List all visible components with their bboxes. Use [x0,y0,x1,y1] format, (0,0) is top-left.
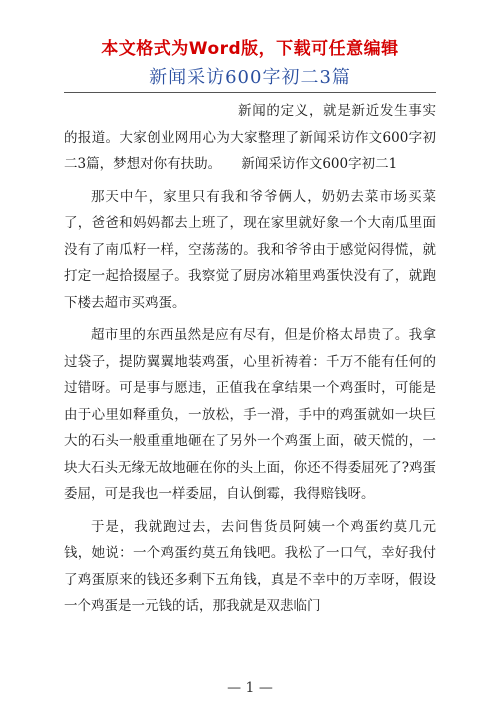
page-number: — 1 — [227,680,273,696]
intro-paragraph: 新闻的定义，就是新近发生事实的报道。大家创业网用心为大家整理了新闻采访作文600字初二3篇，梦想对你有扶助。 新闻采访作文600字初二1 [64,103,436,172]
word-format-banner: 本文格式为Word版，下载可任意编辑 [101,39,399,59]
document-title: 新闻采访600字初二3篇 [149,67,351,88]
body-paragraph-3: 于是，我就跑过去，去问售货员阿姨一个鸡蛋约莫几元钱，她说：一个鸡蛋约莫五角钱吧。我松了一口气，幸好我付了鸡蛋原来的钱还多剩下五角钱，真是不幸中的万幸呀，假设一个鸡蛋是一元钱的话，那我就是双悲临门 [64,518,436,614]
header-divider [64,92,436,93]
body-paragraph-1: 那天中午，家里只有我和爷爷俩人，奶奶去菜市场买菜了，爸爸和妈妈都去上班了，现在家里就好象一个大南瓜里面没有了南瓜籽一样，空荡荡的。我和爷爷由于感觉闷得慌，就打定一起拾掇屋子。我察觉了厨房冰箱里鸡蛋快没有了，就跑下楼去超市买鸡蛋。 [64,188,436,311]
document-body [64,98,436,620]
body-paragraph-2: 超市里的东西虽然是应有尽有，但是价格太昂贵了。我拿过袋子，提防翼翼地装鸡蛋，心里祈祷着：千万不能有任何的过错呀。可是事与愿违，正值我在拿结果一个鸡蛋时，可能是由于心里如释重负，一放松，手一滑，手中的鸡蛋就如一块巨大的石头一般重重地砸在了另外一个鸡蛋上面，破天慌的，一块大石头无缘无故地砸在你的头上面，你还不得委屈死了?鸡蛋委屈，可是我也一样委屈，自认倒霉，我得赔钱呀。 [64,327,436,502]
